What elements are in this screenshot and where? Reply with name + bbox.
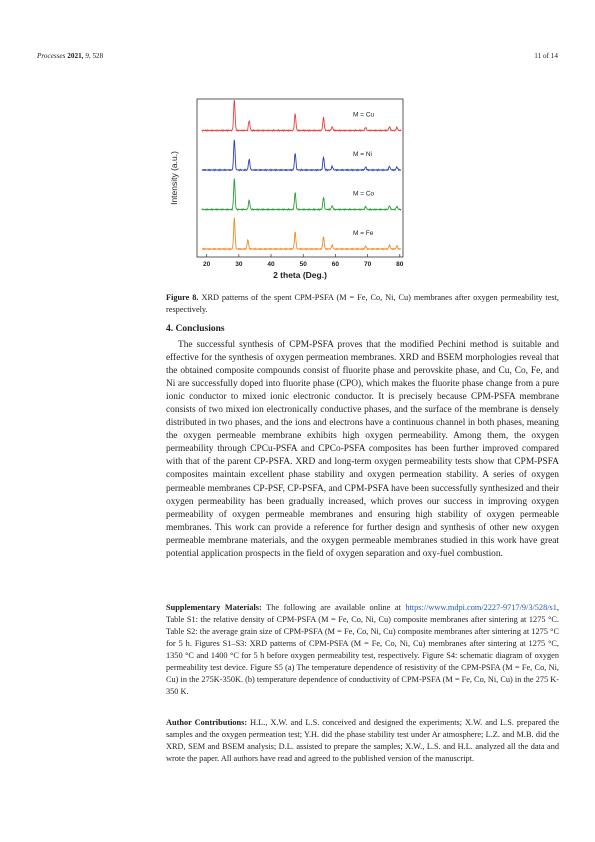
contributions-text: H.L., X.W. and L.S. conceived and designed the experiments; X.W. and L.S. prepared the samples and the oxygen permeation test; Y.H. did the phase stability test under Ar atmosphere; L.Z. and M.B. did the XRD, SEM and BSEM analysis; D.L. assisted to prepare the samples; X.W., L.S. and H.L. analyzed all the data and wrote the paper. All authors have read and agreed to the published version of the manuscript. — [166, 718, 559, 763]
xrd-figure — [166, 93, 414, 281]
x-tick-label: 70 — [363, 261, 372, 268]
y-axis-label: Intensity (a.u.) — [169, 151, 179, 205]
contributions-label: Author Contributions: — [166, 718, 248, 727]
journal-year: 2021, — [67, 52, 86, 60]
page-header — [37, 52, 558, 62]
series-label: M = Fe — [353, 230, 374, 238]
page-number: 11 of 14 — [534, 52, 558, 60]
x-tick-label: 50 — [299, 261, 307, 268]
journal-name: Processes — [37, 52, 66, 60]
supplementary-label: Supplementary Materials: — [166, 603, 262, 612]
figure-caption — [166, 292, 559, 316]
x-tick-label: 30 — [235, 261, 243, 268]
series-label: M = Co — [353, 190, 375, 198]
section-title: 4. Conclusions — [166, 324, 225, 334]
author-contributions — [166, 717, 559, 765]
x-axis-label: 2 theta (Deg.) — [273, 270, 327, 280]
caption-label: Figure 8. — [166, 293, 199, 302]
x-tick-label: 40 — [267, 261, 275, 268]
journal-citation — [37, 52, 103, 62]
supplementary-link[interactable]: https://www.mdpi.com/2227-9717/9/3/528/s1 — [405, 603, 557, 612]
x-tick-label: 60 — [331, 261, 340, 268]
supplementary-intro: The following are available online at — [261, 603, 406, 612]
series-label: M = Ni — [353, 151, 372, 159]
x-tick-label: 20 — [203, 261, 211, 268]
conclusions-paragraph: The successful synthesis of CPM-PSFA proves that the modified Pechini method is suitable and effective for the synthesis of oxygen permeation membranes. XRD and BSEM morphologies reveal that the obtained composite compounds consist of fluorite phase and perovskite phase, and Cu, Co, Fe, and Ni are successfully doped into fluorite phase (CPO), which makes the fluorite phase change from a pure ionic conductor to mixed ionic electronic conductor. It is precisely because CPM-PSFA membrane consists of two mixed ion electronically conductive phases, and the surface of the membrane is densely distributed in two phases, and the ions and electrons have a continuous channel in both phases, meaning the oxygen permeable membrane exhibits high oxygen permeability. Among them, the oxygen permeability through CPCu-PSFA and CPCo-PSFA composites has been further improved compared with that of the parent CP-PSFA. XRD and long-term oxygen permeability tests show that CPM-PSFA composites maintain excellent phase stability and oxygen permeation stability. A series of oxygen permeable membranes CP-PSF, CP-PSFA, and CPM-PSFA have been successfully synthesized and their oxygen permeability has been gradually increased, which proves our success in improving oxygen permeability of oxygen permeable membranes and ensuring high stability of oxygen permeable membranes. This work can provide a reference for further design and synthesis of other new oxygen permeable membrane materials, and the oxygen permeable membranes studied in this work have great potential application prospects in the field of oxygen separation and oxy-fuel combustion. — [166, 340, 559, 559]
supplementary-text: , Table S1: the relative density of CPM-PSFA (M = Fe, Co, Ni, Cu) composite membranes after sintering at 1275 °C. Table S2: the average grain size of CPM-PSFA (M = Fe, Co, Ni, Cu) composite membranes after sintering at 1275 °C for 5 h. Figures S1–S3: XRD patterns of CPM-PSFA (M = Fe, Co, Ni, Cu) membranes after sintering at 1275 °C, 1350 °C and 1400 °C for 5 h before oxygen permeability test, respectively. Figure S4: schematic diagram of oxygen permeability test device. Figure S5 (a) The temperature dependence of resistivity of the CPM-PSFA (M = Fe, Co, Ni, Cu) in the 275K-350K. (b) temperature dependence of conductivity of CPM-PSFA (M = Fe, Co, Ni, Cu) in the 275 K-350 K. — [166, 603, 559, 696]
article-number: , 528 — [88, 52, 104, 60]
journal-volume: 9 — [85, 52, 89, 60]
caption-text: XRD patterns of the spent CPM-PSFA (M = Fe, Co, Ni, Cu) membranes after oxygen permeability test, respectively. — [166, 293, 559, 314]
series-label: M = Cu — [353, 111, 375, 119]
xrd-chart — [166, 93, 414, 281]
supplementary-materials — [166, 602, 559, 698]
x-tick-label: 80 — [396, 261, 404, 268]
